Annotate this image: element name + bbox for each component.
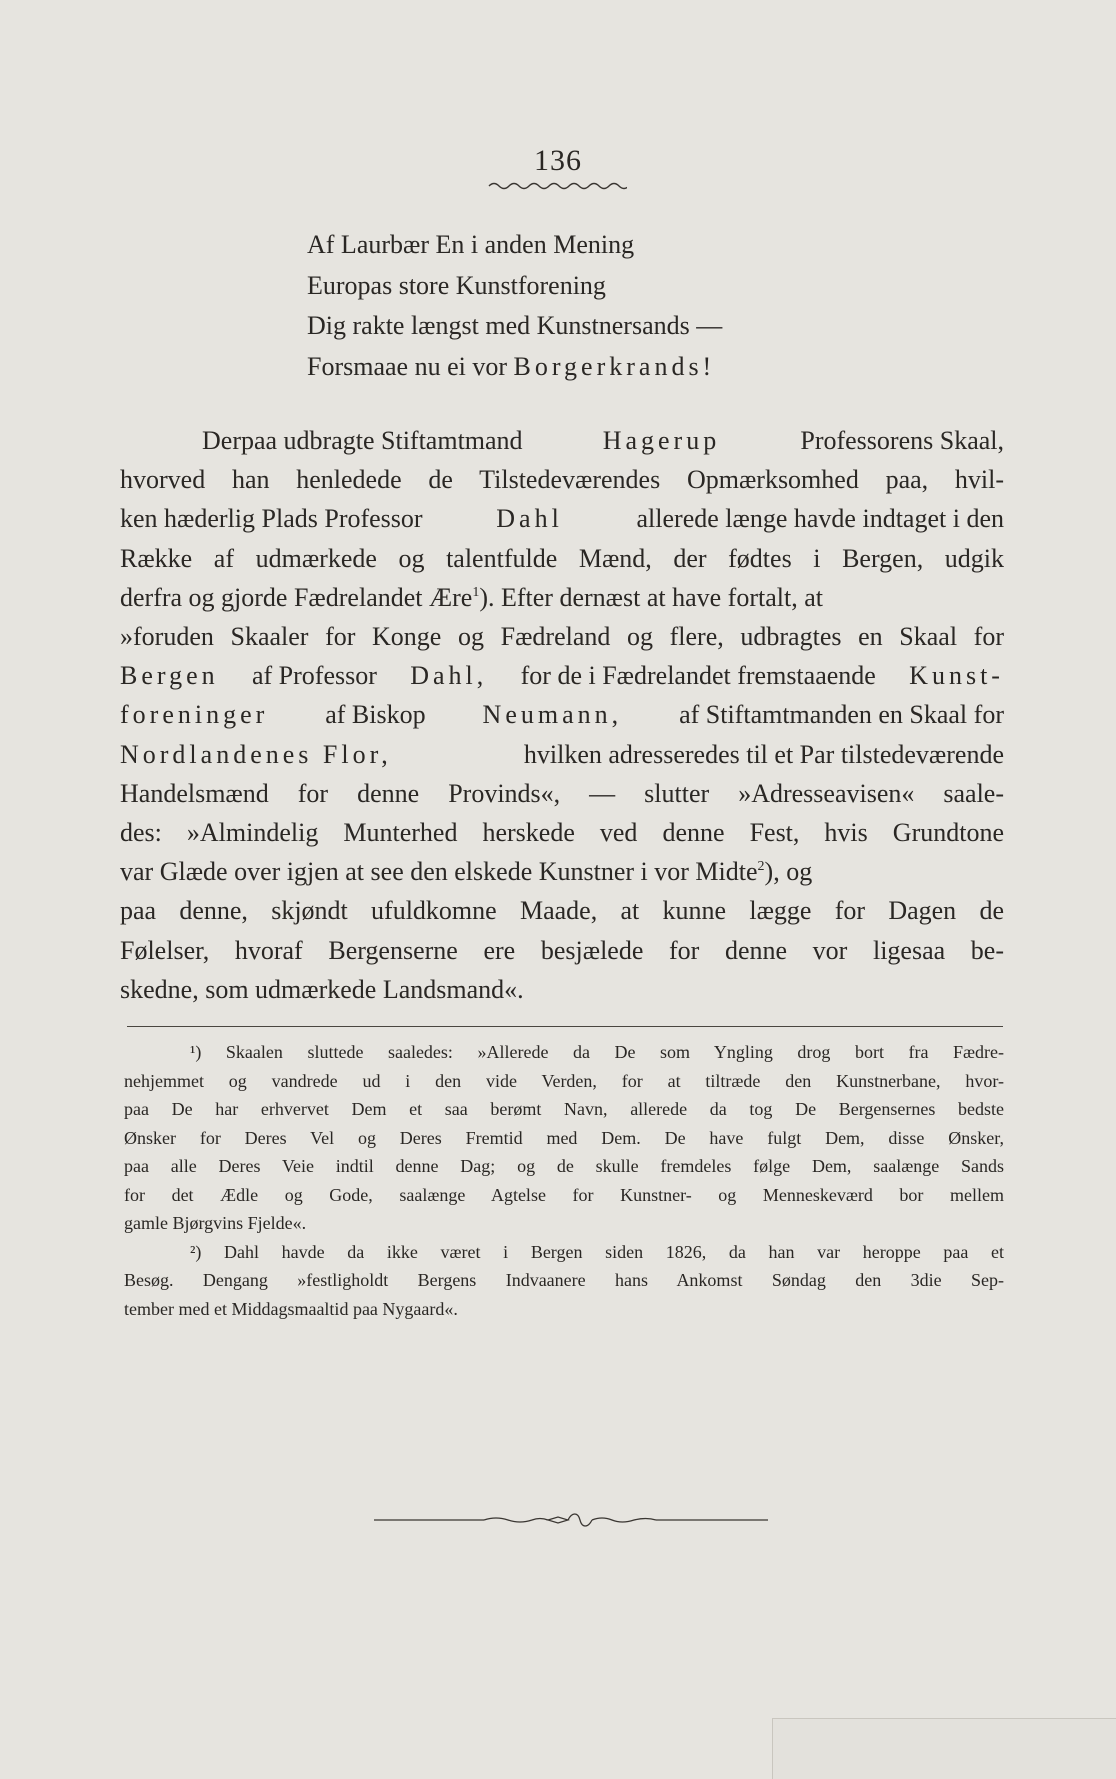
text-segment: Række af udmærkede og talentfulde Mænd, der fødtes i Bergen, udgik (120, 543, 1004, 573)
text-line (120, 735, 1004, 774)
footnote-line (124, 1095, 1004, 1124)
text-line (120, 970, 1004, 1009)
footnote-divider (127, 1026, 1003, 1027)
text-segment: af Biskop (325, 700, 426, 730)
footnote-text: paa De har erhvervet Dem et saa berømt Navn, allerede da tog De Bergensernes bedste (124, 1099, 1004, 1119)
next-page-edge (772, 1718, 1116, 1779)
poem-line: Europas store Kunstforening (307, 270, 606, 300)
text-segment: for de i Fædrelandet fremstaaende (520, 661, 876, 691)
footnote-text: Besøg. Dengang »festligholdt Bergens Indvaanere hans Ankomst Søndag den 3die Sep- (124, 1270, 1004, 1290)
footnote-marker: 1 (472, 584, 480, 600)
text-segment: ken hæderlig Plads Professor (120, 504, 423, 534)
footnotes (124, 1038, 1004, 1323)
body-paragraph (120, 421, 1004, 1009)
text-segment: ). Efter dernæst at have fortalt, at (479, 582, 823, 612)
text-line (120, 695, 1004, 734)
footnote-text: ²) Dahl havde da ikke været i Bergen siden 1826, da han var heroppe paa et (190, 1241, 1004, 1262)
text-segment: var Glæde over igjen at see den elskede Kunstner i vor Midte (120, 857, 758, 887)
footnote-text: ¹) Skaalen sluttede saaledes: »Allerede da De som Yngling drog bort fra Fædre- (190, 1042, 1004, 1062)
text-segment: des: »Almindelig Munterhed herskede ved denne Fest, hvis Grundtone (120, 818, 1004, 848)
text-segment: hvorved han henledede de Tilstedeværendes Opmærksomhed paa, hvil- (120, 465, 1004, 495)
spaced-name: Neumann, (482, 700, 623, 730)
text-line (120, 891, 1004, 930)
spaced-name: Hagerup (602, 426, 721, 455)
footnote-line (124, 1295, 1004, 1324)
text-segment: Professorens Skaal, (800, 426, 1004, 455)
footnote-text: for det Ædle og Gode, saalænge Agtelse for Kunstner- og Menneskeværd bor mellem (124, 1184, 1004, 1205)
footnote-line (124, 1238, 1004, 1267)
footnote-line (124, 1266, 1004, 1295)
text-segment: af Professor (251, 661, 377, 691)
text-segment: paa denne, skjøndt ufuldkomne Maade, at kunne lægge for Dagen de (120, 896, 1004, 926)
spaced-name: foreninger (120, 700, 269, 730)
text-segment: derfra og gjorde Fædrelandet Ære (120, 582, 473, 612)
spaced-name: Bergen (120, 661, 219, 691)
text-line (120, 852, 1004, 891)
footnote-text: nehjemmet og vandrede ud i den vide Verden, for at tiltræde den Kunstnerbane, hvor- (124, 1070, 1004, 1091)
footnote-line (124, 1038, 1004, 1067)
text-line (120, 617, 1004, 656)
page-number: 136 (534, 144, 582, 177)
footnote-text: paa alle Deres Veie indtil denne Dag; og de skulle fremdeles følge Dem, saalænge Sands (124, 1156, 1004, 1176)
footnote-marker: 2 (757, 859, 765, 875)
poem-line: Af Laurbær En i anden Mening (307, 230, 635, 259)
poem-stanza (307, 225, 867, 387)
text-segment: »foruden Skaaler for Konge og Fædreland og flere, udbragtes en Skaal for (120, 622, 1004, 652)
text-segment: allerede længe havde indtaget i den (636, 504, 1004, 534)
tailpiece-ornament-icon (374, 1510, 768, 1530)
text-line (120, 460, 1004, 499)
text-segment: af Stiftamtmanden en Skaal for (679, 700, 1004, 730)
text-segment: Handelsmænd for denne Provinds«, — slutter »Adresseavisen« saale- (120, 778, 1004, 808)
text-line (120, 499, 1004, 538)
text-line (120, 931, 1004, 970)
footnote-line (124, 1181, 1004, 1210)
text-segment: ), og (764, 857, 813, 887)
text-segment: skedne, som udmærkede Landsmand«. (120, 974, 524, 1004)
footnote-line (124, 1124, 1004, 1153)
text-line (120, 578, 1004, 617)
text-line (120, 813, 1004, 852)
text-line (120, 774, 1004, 813)
poem-line (307, 347, 867, 388)
spaced-name: Dahl (496, 504, 563, 534)
poem-text: Forsmaae nu ei vor (307, 351, 508, 381)
footnote-text: gamle Bjørgvins Fjelde«. (124, 1213, 307, 1233)
text-segment: hvilken adresseredes til et Par tilstedeværende (523, 739, 1004, 769)
poem-spaced-word: Borgerkrands! (513, 351, 716, 381)
spaced-name: Dahl, (410, 661, 488, 691)
poem-line: Dig rakte længst med Kunstnersands — (307, 311, 723, 340)
text-segment: Følelser, hvoraf Bergenserne ere besjælede for denne vor ligesaa be- (120, 935, 1004, 965)
text-line (120, 539, 1004, 578)
text-line (120, 656, 1004, 695)
text-segment: Derpaa udbragte Stiftamtmand (202, 426, 523, 455)
footnote-line (124, 1152, 1004, 1181)
text-segment (120, 578, 823, 617)
spaced-name: Kunst- (909, 661, 1004, 691)
text-segment (120, 852, 812, 891)
footnote-line (124, 1067, 1004, 1096)
footnote-line (124, 1209, 1004, 1238)
wavy-ornament-icon (487, 180, 627, 192)
footnote-text: Ønsker for Deres Vel og Deres Fremtid med Dem. De have fulgt Dem, disse Ønsker, (124, 1127, 1004, 1148)
spaced-name: Nordlandenes Flor, (120, 739, 392, 769)
footnote-text: tember med et Middagsmaaltid paa Nygaard«. (124, 1298, 458, 1319)
text-line (120, 421, 1004, 460)
